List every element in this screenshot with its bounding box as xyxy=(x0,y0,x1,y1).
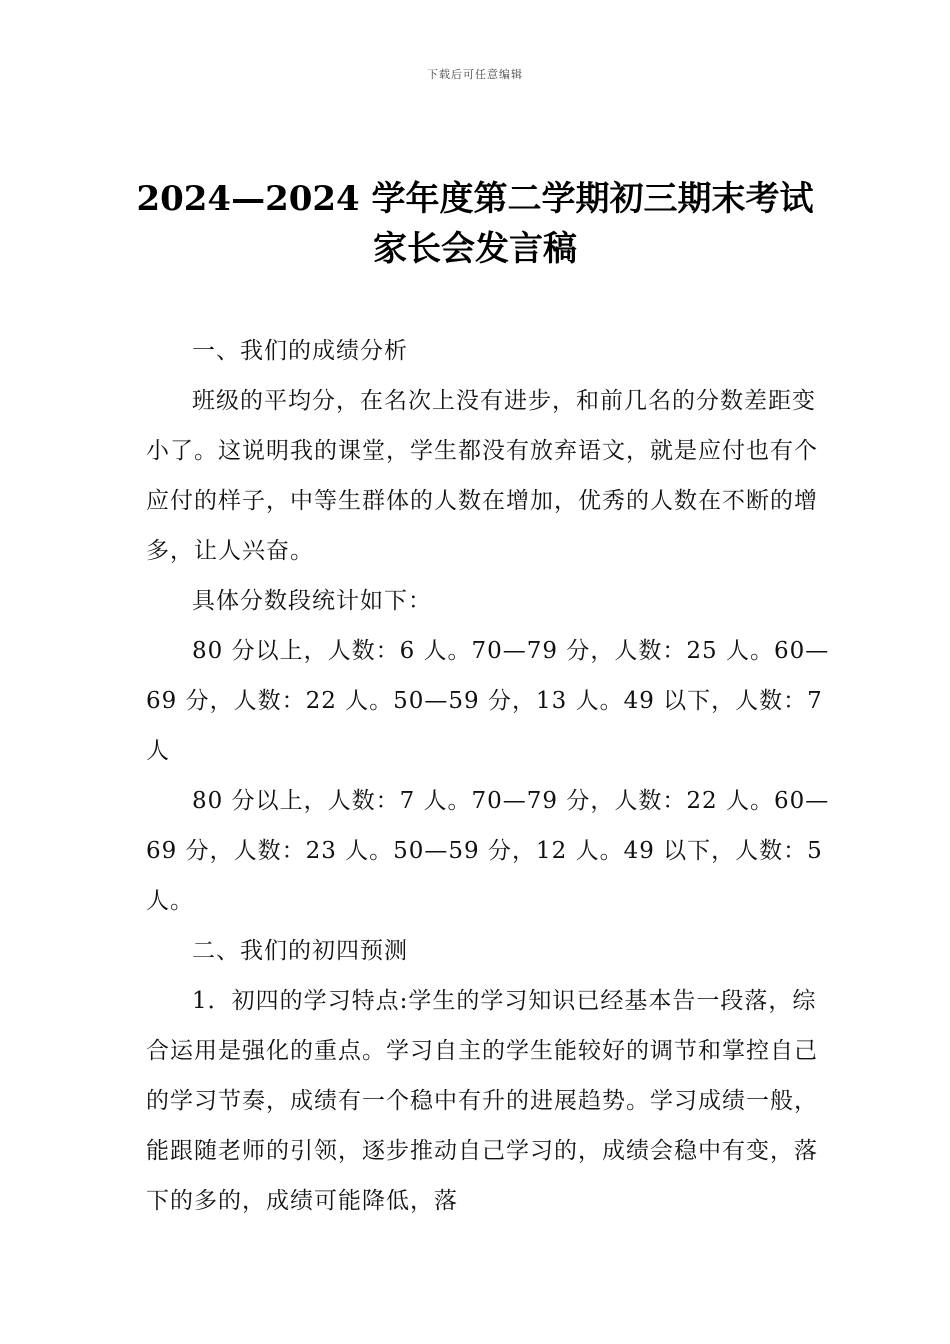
section-heading-score-analysis: 一、我们的成绩分析 xyxy=(192,338,408,364)
header-note: 下载后可任意编辑 xyxy=(427,68,523,81)
paragraph-score-distribution-1: 80 分以上，人数：6 人。70—79 分，人数：25 人。60—69 分，人数：22 人。50—59 分，13 人。49 以下，人数：7 人 xyxy=(146,638,830,764)
title-line-2: 家长会发言稿 xyxy=(373,229,577,269)
paragraph-stats-intro: 具体分数段统计如下： xyxy=(192,588,432,614)
paragraph-learning-features: 1．初四的学习特点:学生的学习知识已经基本告一段落，综合运用是强化的重点。学习自主的学生能较好的调节和掌控自己的学习节奏，成绩有一个稳中有升的进展趋势。学习成绩一般，能跟随老师的引领，逐步推动自己学习的，成绩会稳中有变，落下的多的，成绩可能降低，落 xyxy=(146,988,818,1214)
document-title xyxy=(0,174,950,274)
section-heading-prediction: 二、我们的初四预测 xyxy=(192,938,408,964)
document-body xyxy=(146,326,830,1226)
paragraph-average-score: 班级的平均分，在名次上没有进步，和前几名的分数差距变小了。这说明我的课堂，学生都没有放弃语文，就是应付也有个应付的样子，中等生群体的人数在增加，优秀的人数在不断的增多，让人兴奋。 xyxy=(146,388,818,564)
title-line-1: 2024—2024 学年度第二学期初三期末考试 xyxy=(136,179,814,219)
paragraph-score-distribution-2: 80 分以上，人数：7 人。70—79 分，人数：22 人。60—69 分，人数：23 人。50—59 分，12 人。49 以下，人数：5 人。 xyxy=(146,788,830,914)
